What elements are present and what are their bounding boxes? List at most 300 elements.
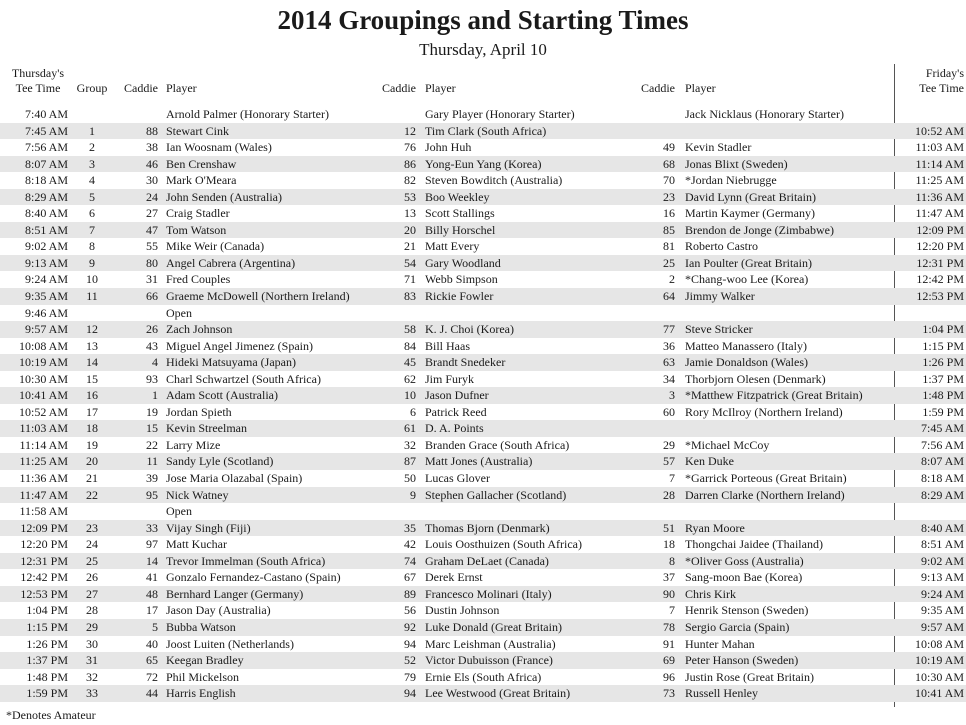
player-name: Thorbjorn Olesen (Denmark) bbox=[685, 371, 826, 386]
friday-tee-time: 12:20 PM bbox=[916, 239, 964, 254]
header-player-2: Player bbox=[425, 81, 456, 95]
player-name: Jim Furyk bbox=[425, 371, 475, 386]
group-number: 29 bbox=[86, 619, 98, 634]
thursday-tee-time: 7:45 AM bbox=[24, 123, 68, 138]
caddie-number: 81 bbox=[663, 239, 675, 254]
thursday-tee-time: 8:51 AM bbox=[24, 222, 68, 237]
friday-tee-time: 8:29 AM bbox=[920, 487, 964, 502]
group-number: 25 bbox=[86, 553, 98, 568]
caddie-number: 25 bbox=[663, 255, 675, 270]
player-name: *Jordan Niebrugge bbox=[685, 173, 777, 188]
caddie-number: 74 bbox=[404, 553, 416, 568]
caddie-number: 30 bbox=[146, 173, 158, 188]
player-name: Harris English bbox=[166, 686, 236, 701]
player-name: Matteo Manassero (Italy) bbox=[685, 338, 807, 353]
thursday-tee-time: 7:40 AM bbox=[24, 107, 68, 121]
friday-tee-time: 7:56 AM bbox=[920, 437, 964, 452]
friday-tee-time: 9:02 AM bbox=[920, 553, 964, 568]
player-name: Matt Kuchar bbox=[166, 537, 227, 552]
caddie-number: 14 bbox=[146, 553, 158, 568]
thursday-tee-time: 1:15 PM bbox=[26, 619, 68, 634]
caddie-number: 13 bbox=[404, 206, 416, 221]
player-name: Peter Hanson (Sweden) bbox=[685, 653, 799, 668]
caddie-number: 93 bbox=[146, 371, 158, 386]
header-caddie-1: Caddie bbox=[124, 81, 158, 95]
player-name: Sang-moon Bae (Korea) bbox=[685, 570, 803, 585]
caddie-number: 5 bbox=[152, 619, 158, 634]
friday-tee-time: 10:52 AM bbox=[914, 123, 964, 138]
player-name: Jose Maria Olazabal (Spain) bbox=[166, 471, 303, 486]
table-row bbox=[0, 321, 966, 338]
header-thursday-line1: Thursday's bbox=[11, 66, 65, 80]
player-name: Open bbox=[166, 504, 192, 519]
caddie-number: 4 bbox=[152, 355, 158, 370]
friday-tee-time: 9:35 AM bbox=[920, 603, 964, 618]
caddie-number: 43 bbox=[146, 338, 158, 353]
caddie-number: 17 bbox=[146, 603, 158, 618]
thursday-tee-time: 11:47 AM bbox=[19, 487, 68, 502]
caddie-number: 15 bbox=[146, 421, 158, 436]
player-name: Adam Scott (Australia) bbox=[166, 388, 278, 403]
friday-tee-time: 11:03 AM bbox=[915, 140, 964, 155]
friday-tee-time: 11:47 AM bbox=[915, 206, 964, 221]
caddie-number: 34 bbox=[663, 371, 675, 386]
caddie-number: 60 bbox=[663, 404, 675, 419]
group-number: 6 bbox=[89, 206, 95, 221]
player-name: Jonas Blixt (Sweden) bbox=[685, 156, 788, 171]
thursday-tee-time: 8:18 AM bbox=[24, 173, 68, 188]
table-row bbox=[0, 453, 966, 470]
table-row bbox=[0, 503, 966, 520]
thursday-tee-time: 11:03 AM bbox=[19, 421, 68, 436]
table-row bbox=[0, 205, 966, 222]
player-name: Gary Woodland bbox=[425, 255, 501, 270]
table-row bbox=[0, 619, 966, 636]
caddie-number: 31 bbox=[146, 272, 158, 287]
caddie-number: 23 bbox=[663, 189, 675, 204]
player-name: Zach Johnson bbox=[166, 322, 233, 337]
thursday-tee-time: 10:19 AM bbox=[18, 355, 68, 370]
group-number: 4 bbox=[89, 173, 95, 188]
thursday-tee-time: 12:53 PM bbox=[20, 586, 68, 601]
table-row bbox=[0, 387, 966, 404]
player-name: Sandy Lyle (Scotland) bbox=[166, 454, 274, 469]
player-name: Ken Duke bbox=[685, 454, 734, 469]
group-number: 20 bbox=[86, 454, 98, 469]
caddie-number: 65 bbox=[146, 653, 158, 668]
player-name: Ben Crenshaw bbox=[166, 156, 237, 171]
caddie-number: 26 bbox=[146, 322, 158, 337]
group-number: 30 bbox=[86, 636, 98, 651]
header-player-1: Player bbox=[166, 81, 197, 95]
table-row bbox=[0, 305, 966, 322]
player-name: Webb Simpson bbox=[425, 272, 498, 287]
table-row bbox=[0, 487, 966, 504]
player-name: Bubba Watson bbox=[166, 619, 236, 634]
player-name: Open bbox=[166, 305, 192, 320]
player-name: John Huh bbox=[425, 140, 472, 155]
friday-tee-time: 12:31 PM bbox=[916, 255, 964, 270]
player-name: Rory McIlroy (Northern Ireland) bbox=[685, 404, 843, 419]
friday-tee-time: 1:59 PM bbox=[922, 404, 964, 419]
table-row bbox=[0, 602, 966, 619]
caddie-number: 56 bbox=[404, 603, 416, 618]
page-subtitle: Thursday, April 10 bbox=[419, 40, 547, 59]
friday-tee-time: 8:07 AM bbox=[920, 454, 964, 469]
caddie-number: 72 bbox=[146, 669, 158, 684]
caddie-number: 92 bbox=[404, 619, 416, 634]
player-name: Tim Clark (South Africa) bbox=[425, 123, 547, 138]
caddie-number: 80 bbox=[146, 255, 158, 270]
player-name: *Garrick Porteous (Great Britain) bbox=[685, 471, 847, 486]
table-row bbox=[0, 338, 966, 355]
friday-tee-time: 1:37 PM bbox=[922, 371, 964, 386]
player-name: Fred Couples bbox=[166, 272, 231, 287]
caddie-number: 64 bbox=[663, 289, 675, 304]
player-name: Mark O'Meara bbox=[166, 173, 237, 188]
table-row bbox=[0, 669, 966, 686]
player-name: *Oliver Goss (Australia) bbox=[685, 553, 804, 568]
caddie-number: 1 bbox=[152, 388, 158, 403]
caddie-number: 7 bbox=[669, 603, 675, 618]
caddie-number: 78 bbox=[663, 619, 675, 634]
group-number: 18 bbox=[86, 421, 98, 436]
group-number: 1 bbox=[89, 123, 95, 138]
caddie-number: 84 bbox=[404, 338, 416, 353]
caddie-number: 83 bbox=[404, 289, 416, 304]
group-number: 11 bbox=[86, 289, 98, 304]
player-name: Hideki Matsuyama (Japan) bbox=[166, 355, 296, 370]
table-row bbox=[0, 652, 966, 669]
group-number: 3 bbox=[89, 156, 95, 171]
thursday-tee-time: 1:59 PM bbox=[26, 686, 68, 701]
player-name: Ryan Moore bbox=[685, 520, 745, 535]
player-name: John Senden (Australia) bbox=[166, 189, 282, 204]
player-name: Stewart Cink bbox=[166, 123, 229, 138]
table-row bbox=[0, 106, 966, 123]
player-name: Marc Leishman (Australia) bbox=[425, 636, 556, 651]
player-name: Larry Mize bbox=[166, 437, 221, 452]
friday-tee-time: 12:09 PM bbox=[916, 222, 964, 237]
table-row bbox=[0, 420, 966, 437]
thursday-tee-time: 11:58 AM bbox=[19, 504, 68, 519]
player-name: Jamie Donaldson (Wales) bbox=[685, 355, 808, 370]
caddie-number: 50 bbox=[404, 471, 416, 486]
table-row bbox=[0, 189, 966, 206]
table-row bbox=[0, 139, 966, 156]
thursday-tee-time: 11:25 AM bbox=[19, 454, 68, 469]
player-name: Louis Oosthuizen (South Africa) bbox=[425, 537, 582, 552]
footnote: *Denotes Amateur bbox=[6, 708, 96, 722]
group-number: 10 bbox=[86, 272, 98, 287]
player-name: Steven Bowditch (Australia) bbox=[425, 173, 563, 188]
thursday-tee-time: 1:04 PM bbox=[26, 603, 68, 618]
caddie-number: 51 bbox=[663, 520, 675, 535]
group-number: 15 bbox=[86, 371, 98, 386]
caddie-number: 24 bbox=[146, 189, 158, 204]
header-friday-line1: Friday's bbox=[925, 66, 964, 80]
player-name: Joost Luiten (Netherlands) bbox=[166, 636, 294, 651]
thursday-tee-time: 8:29 AM bbox=[24, 189, 68, 204]
player-name: Gonzalo Fernandez-Castano (Spain) bbox=[166, 570, 341, 585]
caddie-number: 12 bbox=[404, 123, 416, 138]
table-row bbox=[0, 437, 966, 454]
player-name: Ian Poulter (Great Britain) bbox=[685, 255, 812, 270]
caddie-number: 7 bbox=[669, 471, 675, 486]
table-row bbox=[0, 636, 966, 653]
caddie-number: 71 bbox=[404, 272, 416, 287]
player-name: Bill Haas bbox=[425, 338, 470, 353]
player-name: Angel Cabrera (Argentina) bbox=[166, 255, 296, 270]
caddie-number: 61 bbox=[404, 421, 416, 436]
caddie-number: 21 bbox=[404, 239, 416, 254]
friday-tee-time: 1:48 PM bbox=[922, 388, 964, 403]
friday-tee-time: 12:42 PM bbox=[916, 272, 964, 287]
player-name: Jordan Spieth bbox=[166, 404, 232, 419]
player-name: Jimmy Walker bbox=[685, 289, 755, 304]
player-name: *Matthew Fitzpatrick (Great Britain) bbox=[685, 388, 863, 403]
caddie-number: 97 bbox=[146, 537, 158, 552]
caddie-number: 63 bbox=[663, 355, 675, 370]
player-name: Graeme McDowell (Northern Ireland) bbox=[166, 289, 350, 304]
caddie-number: 52 bbox=[404, 653, 416, 668]
caddie-number: 29 bbox=[663, 437, 675, 452]
table-row bbox=[0, 586, 966, 603]
thursday-tee-time: 10:08 AM bbox=[18, 338, 68, 353]
caddie-number: 16 bbox=[663, 206, 675, 221]
friday-tee-time: 8:18 AM bbox=[920, 471, 964, 486]
caddie-number: 22 bbox=[146, 437, 158, 452]
thursday-tee-time: 12:20 PM bbox=[20, 537, 68, 552]
group-number: 2 bbox=[89, 140, 95, 155]
caddie-number: 8 bbox=[669, 553, 675, 568]
caddie-number: 41 bbox=[146, 570, 158, 585]
caddie-number: 90 bbox=[663, 586, 675, 601]
group-number: 9 bbox=[89, 255, 95, 270]
thursday-tee-time: 9:46 AM bbox=[24, 305, 68, 320]
group-number: 8 bbox=[89, 239, 95, 254]
friday-tee-time: 1:04 PM bbox=[922, 322, 964, 337]
groupings-table bbox=[0, 106, 966, 702]
thursday-tee-time: 9:35 AM bbox=[24, 289, 68, 304]
player-name: Trevor Immelman (South Africa) bbox=[166, 553, 326, 568]
group-number: 24 bbox=[86, 537, 98, 552]
caddie-number: 69 bbox=[663, 653, 675, 668]
player-name: Nick Watney bbox=[166, 487, 229, 502]
caddie-number: 6 bbox=[410, 404, 416, 419]
thursday-tee-time: 12:09 PM bbox=[20, 520, 68, 535]
table-row bbox=[0, 470, 966, 487]
caddie-number: 33 bbox=[146, 520, 158, 535]
player-name: Kevin Streelman bbox=[166, 421, 247, 436]
thursday-tee-time: 10:41 AM bbox=[18, 388, 68, 403]
caddie-number: 49 bbox=[663, 140, 675, 155]
caddie-number: 68 bbox=[663, 156, 675, 171]
player-name: Scott Stallings bbox=[425, 206, 495, 221]
table-row bbox=[0, 156, 966, 173]
group-number: 23 bbox=[86, 520, 98, 535]
player-name: Patrick Reed bbox=[425, 404, 487, 419]
caddie-number: 79 bbox=[404, 669, 416, 684]
caddie-number: 46 bbox=[146, 156, 158, 171]
friday-tee-time: 9:13 AM bbox=[920, 570, 964, 585]
table-row bbox=[0, 288, 966, 305]
caddie-number: 18 bbox=[663, 537, 675, 552]
friday-tee-time: 8:51 AM bbox=[920, 537, 964, 552]
caddie-number: 91 bbox=[663, 636, 675, 651]
thursday-tee-time: 10:30 AM bbox=[18, 371, 68, 386]
player-name: Billy Horschel bbox=[425, 222, 496, 237]
thursday-tee-time: 12:31 PM bbox=[20, 553, 68, 568]
caddie-number: 57 bbox=[663, 454, 675, 469]
caddie-number: 67 bbox=[404, 570, 416, 585]
player-name: Derek Ernst bbox=[425, 570, 483, 585]
player-name: Graham DeLaet (Canada) bbox=[425, 553, 549, 568]
player-name: Tom Watson bbox=[166, 222, 227, 237]
thursday-tee-time: 9:57 AM bbox=[24, 322, 68, 337]
player-name: Lee Westwood (Great Britain) bbox=[425, 686, 571, 701]
caddie-number: 96 bbox=[663, 669, 675, 684]
table-row bbox=[0, 255, 966, 272]
thursday-tee-time: 1:26 PM bbox=[26, 636, 68, 651]
player-name: Rickie Fowler bbox=[425, 289, 494, 304]
caddie-number: 37 bbox=[663, 570, 675, 585]
group-number: 33 bbox=[86, 686, 98, 701]
player-name: Thomas Bjorn (Denmark) bbox=[425, 520, 550, 535]
caddie-number: 54 bbox=[404, 255, 416, 270]
group-number: 16 bbox=[86, 388, 98, 403]
thursday-tee-time: 7:56 AM bbox=[24, 140, 68, 155]
group-number: 26 bbox=[86, 570, 98, 585]
caddie-number: 47 bbox=[146, 222, 158, 237]
caddie-number: 87 bbox=[404, 454, 416, 469]
player-name: Jason Day (Australia) bbox=[166, 603, 271, 618]
player-name: Branden Grace (South Africa) bbox=[425, 437, 570, 452]
table-row bbox=[0, 569, 966, 586]
caddie-number: 19 bbox=[146, 404, 158, 419]
player-name: Henrik Stenson (Sweden) bbox=[685, 603, 809, 618]
player-name: Craig Stadler bbox=[166, 206, 230, 221]
player-name: Russell Henley bbox=[685, 686, 758, 701]
caddie-number: 89 bbox=[404, 586, 416, 601]
thursday-tee-time: 9:02 AM bbox=[24, 239, 68, 254]
player-name: Chris Kirk bbox=[685, 586, 736, 601]
caddie-number: 88 bbox=[146, 123, 158, 138]
player-name: Thongchai Jaidee (Thailand) bbox=[685, 537, 823, 552]
group-number: 19 bbox=[86, 437, 98, 452]
player-name: Matt Every bbox=[425, 239, 480, 254]
caddie-number: 58 bbox=[404, 322, 416, 337]
player-name: Jack Nicklaus (Honorary Starter) bbox=[685, 107, 844, 121]
friday-tee-time: 8:40 AM bbox=[920, 520, 964, 535]
caddie-number: 66 bbox=[146, 289, 158, 304]
caddie-number: 44 bbox=[146, 686, 158, 701]
player-name: *Michael McCoy bbox=[685, 437, 770, 452]
friday-tee-time: 1:15 PM bbox=[922, 338, 964, 353]
table-row bbox=[0, 371, 966, 388]
caddie-number: 38 bbox=[146, 140, 158, 155]
table-row bbox=[0, 172, 966, 189]
caddie-number: 35 bbox=[404, 520, 416, 535]
player-name: Phil Mickelson bbox=[166, 669, 240, 684]
table-row bbox=[0, 536, 966, 553]
player-name: Gary Player (Honorary Starter) bbox=[425, 107, 575, 121]
header-caddie-3: Caddie bbox=[641, 81, 675, 95]
table-row bbox=[0, 553, 966, 570]
player-name: Charl Schwartzel (South Africa) bbox=[166, 371, 321, 386]
player-name: Jason Dufner bbox=[425, 388, 489, 403]
player-name: Brendon de Jonge (Zimbabwe) bbox=[685, 222, 834, 237]
friday-tee-time: 11:14 AM bbox=[915, 156, 964, 171]
caddie-number: 20 bbox=[404, 222, 416, 237]
caddie-number: 85 bbox=[663, 222, 675, 237]
table-row bbox=[0, 404, 966, 421]
player-name: Victor Dubuisson (France) bbox=[425, 653, 553, 668]
friday-tee-time: 11:36 AM bbox=[915, 189, 964, 204]
friday-tee-time: 10:19 AM bbox=[914, 653, 964, 668]
player-name: Vijay Singh (Fiji) bbox=[166, 520, 251, 535]
player-name: Yong-Eun Yang (Korea) bbox=[425, 156, 542, 171]
thursday-tee-time: 1:37 PM bbox=[26, 653, 68, 668]
player-name: Steve Stricker bbox=[685, 322, 753, 337]
player-name: Bernhard Langer (Germany) bbox=[166, 586, 304, 601]
caddie-number: 48 bbox=[146, 586, 158, 601]
group-number: 13 bbox=[86, 338, 98, 353]
thursday-tee-time: 8:07 AM bbox=[24, 156, 68, 171]
player-name: Mike Weir (Canada) bbox=[166, 239, 265, 254]
caddie-number: 36 bbox=[663, 338, 675, 353]
friday-tee-time: 10:30 AM bbox=[914, 669, 964, 684]
caddie-number: 73 bbox=[663, 686, 675, 701]
caddie-number: 40 bbox=[146, 636, 158, 651]
caddie-number: 39 bbox=[146, 471, 158, 486]
header-caddie-2: Caddie bbox=[382, 81, 416, 95]
caddie-number: 3 bbox=[669, 388, 675, 403]
caddie-number: 77 bbox=[663, 322, 675, 337]
caddie-number: 10 bbox=[404, 388, 416, 403]
thursday-tee-time: 10:52 AM bbox=[18, 404, 68, 419]
header-group: Group bbox=[76, 81, 108, 95]
player-name: Lucas Glover bbox=[425, 471, 490, 486]
player-name: Luke Donald (Great Britain) bbox=[425, 619, 562, 634]
caddie-number: 62 bbox=[404, 371, 416, 386]
player-name: Arnold Palmer (Honorary Starter) bbox=[166, 107, 329, 121]
caddie-number: 45 bbox=[404, 355, 416, 370]
caddie-number: 94 bbox=[404, 686, 416, 701]
friday-tee-time: 9:24 AM bbox=[920, 586, 964, 601]
group-number: 31 bbox=[86, 653, 98, 668]
player-name: Roberto Castro bbox=[685, 239, 758, 254]
caddie-number: 9 bbox=[410, 487, 416, 502]
header-player-3: Player bbox=[685, 81, 716, 95]
player-name: Darren Clarke (Northern Ireland) bbox=[685, 487, 845, 502]
group-number: 7 bbox=[89, 222, 95, 237]
header-thursday-tee-time bbox=[8, 66, 68, 96]
player-name: Dustin Johnson bbox=[425, 603, 500, 618]
table-row bbox=[0, 123, 966, 140]
player-name: Boo Weekley bbox=[425, 189, 490, 204]
caddie-number: 53 bbox=[404, 189, 416, 204]
player-name: Hunter Mahan bbox=[685, 636, 755, 651]
thursday-tee-time: 11:36 AM bbox=[19, 471, 68, 486]
caddie-number: 42 bbox=[404, 537, 416, 552]
table-row bbox=[0, 222, 966, 239]
friday-tee-time: 10:08 AM bbox=[914, 636, 964, 651]
thursday-tee-time: 8:40 AM bbox=[24, 206, 68, 221]
player-name: D. A. Points bbox=[425, 421, 484, 436]
page-title: 2014 Groupings and Starting Times bbox=[277, 5, 689, 35]
group-number: 5 bbox=[89, 189, 95, 204]
